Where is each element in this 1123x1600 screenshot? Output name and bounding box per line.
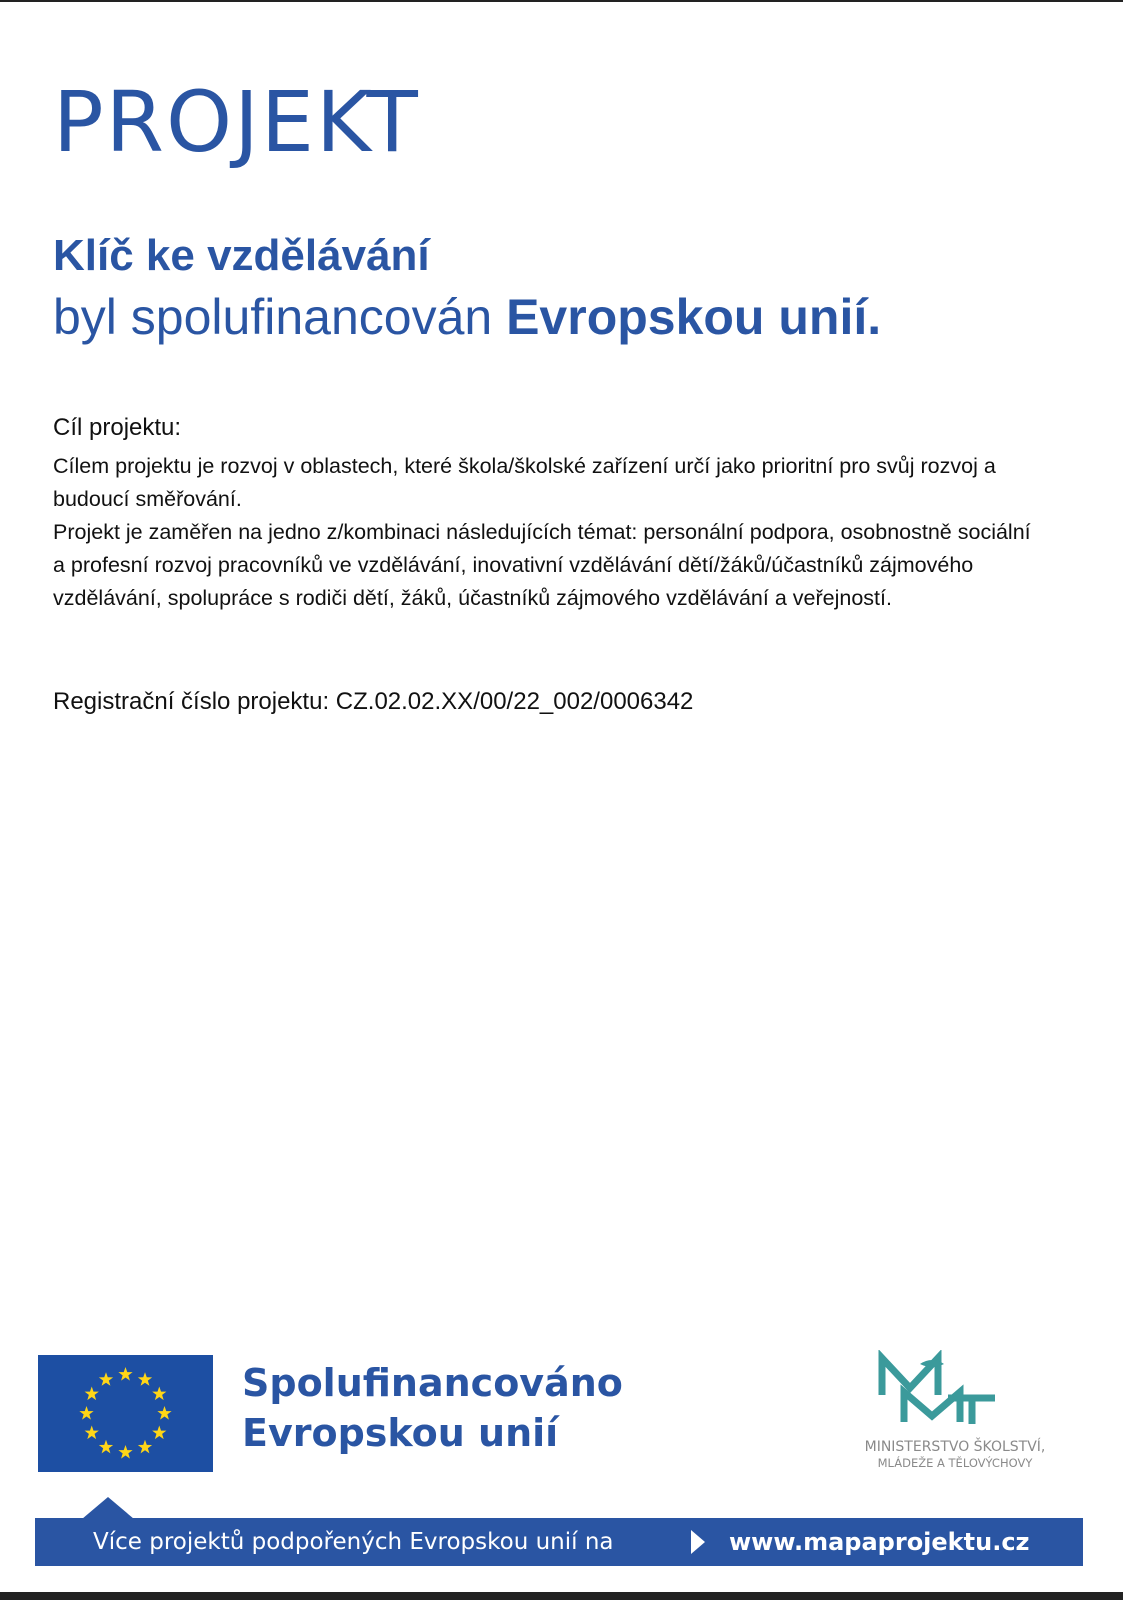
eu-flag-icon <box>38 1355 213 1472</box>
page-title: PROJEKT <box>53 73 420 171</box>
banner-url-link[interactable]: www.mapaprojektu.cz <box>729 1528 1030 1556</box>
eu-star-icon <box>99 1440 113 1454</box>
cofinanced-line <box>53 290 881 345</box>
msmt-line-1: MINISTERSTVO ŠKOLSTVÍ, <box>864 1439 1046 1455</box>
eu-stars <box>38 1355 213 1472</box>
banner-text: Více projektů podpořených Evropskou unií na <box>93 1529 614 1555</box>
banner-notch <box>82 1497 134 1519</box>
msmt-line-2: MLÁDEŽE A TĚLOVÝCHOVY <box>877 1456 1033 1470</box>
play-arrow-icon <box>691 1530 705 1554</box>
eu-star-icon <box>85 1387 99 1401</box>
registration-number: Registrační číslo projektu: CZ.02.02.XX/00/22_002/0006342 <box>53 688 694 715</box>
footer-banner <box>35 1518 1083 1566</box>
goal-paragraph-2: Projekt je zaměřen na jedno z/kombinaci následujících témat: personální podpora, osobnostně sociální a profesní rozvoj pracovníků ve vzdělávání, inovativní vzdělávání dětí/žáků/účastníků zájmového vzdělávání, spolupráce s rodiči dětí, žáků, účastníků zájmového vzdělávání a veřejností. <box>53 520 1031 610</box>
msmt-monogram-icon <box>820 1350 1090 1480</box>
goal-paragraph-1: Cílem projektu je rozvoj v oblastech, které škola/školské zařízení určí jako prioritní pro svůj rozvoj a budoucí směřování. <box>53 454 996 511</box>
eu-star-icon <box>138 1440 152 1454</box>
eu-star-icon <box>79 1406 93 1420</box>
cofinanced-by: Evropskou unií. <box>506 289 882 345</box>
msmt-logo <box>820 1350 1090 1480</box>
eu-star-icon <box>157 1406 171 1420</box>
eu-logo-line-1: Spolufinancováno <box>242 1361 623 1405</box>
cofinanced-prefix: byl spolufinancován <box>53 289 507 345</box>
eu-logo-text <box>242 1358 623 1458</box>
goal-description <box>53 450 1043 615</box>
eu-star-icon <box>152 1387 166 1401</box>
eu-star-icon <box>138 1372 152 1386</box>
eu-star-icon <box>85 1426 99 1440</box>
eu-star-icon <box>118 1367 132 1381</box>
eu-star-icon <box>99 1372 113 1386</box>
eu-star-icon <box>118 1445 132 1459</box>
bottom-border <box>0 1592 1123 1600</box>
goal-heading: Cíl projektu: <box>53 414 182 441</box>
eu-star-icon <box>152 1426 166 1440</box>
project-name: Klíč ke vzdělávání <box>53 231 430 280</box>
eu-logo-line-2: Evropskou unií <box>242 1411 559 1455</box>
top-border <box>0 0 1123 2</box>
